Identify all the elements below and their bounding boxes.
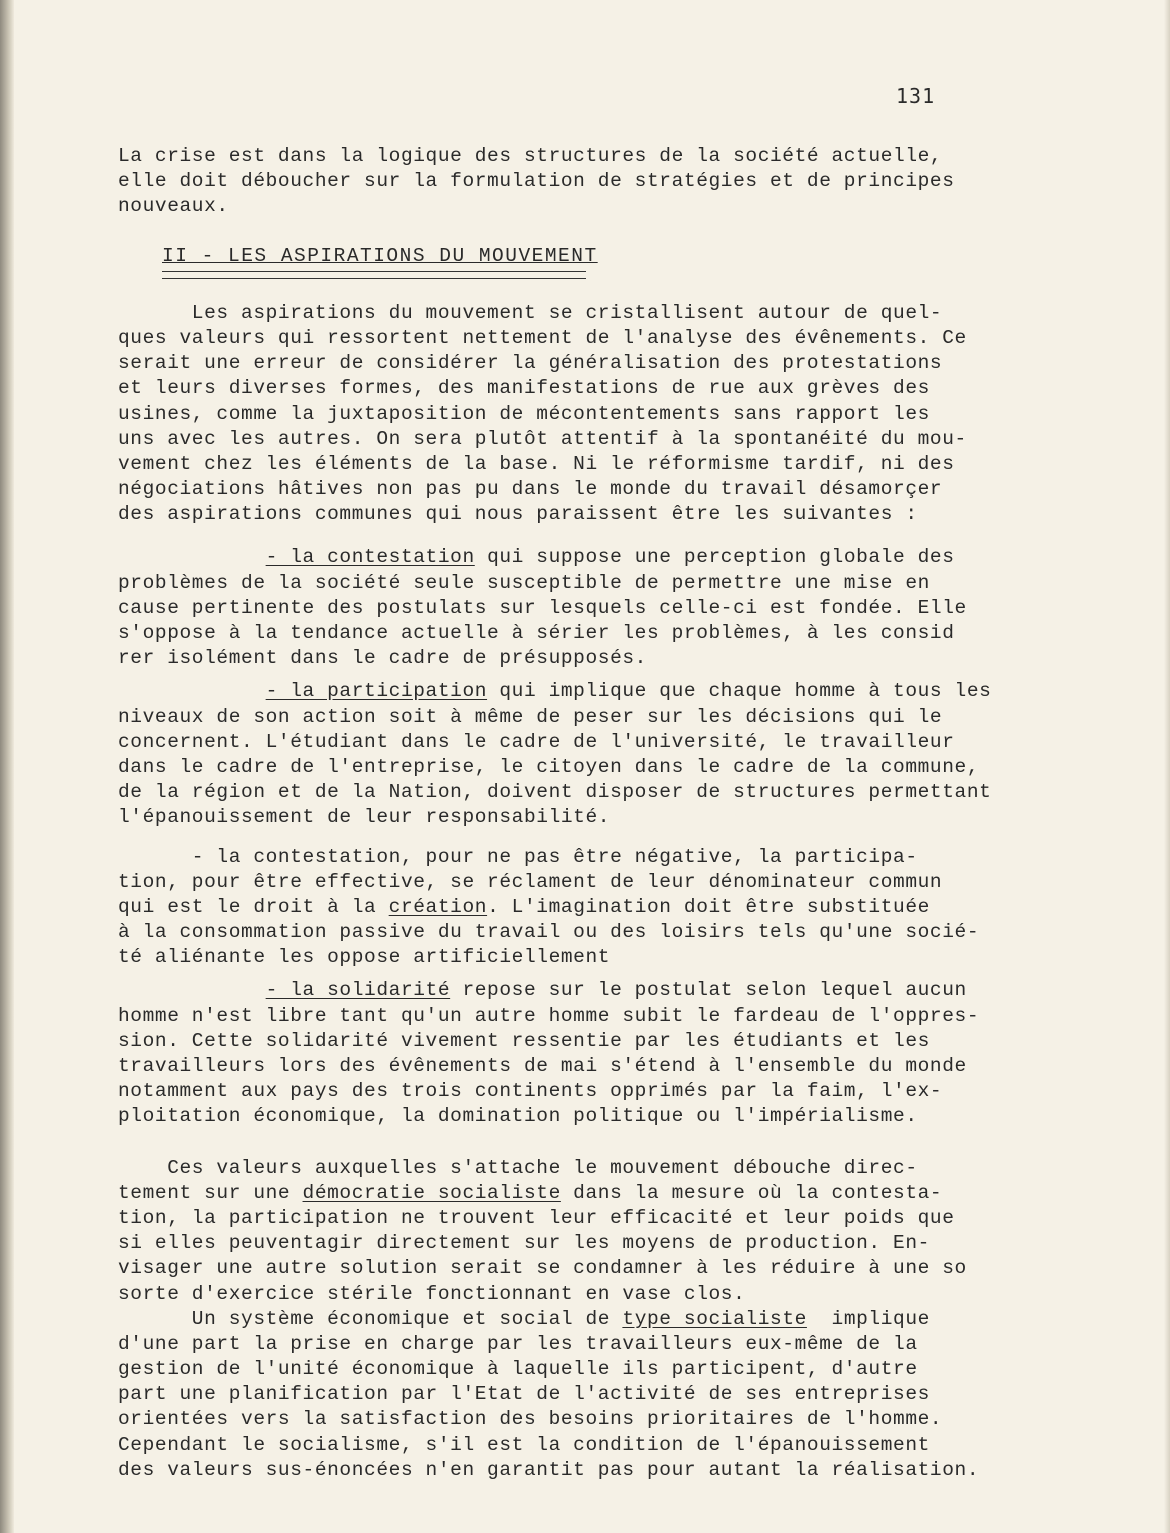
text-line: des valeurs sus-énoncées n'en garantit pas pour autant la réalisation. <box>118 1458 980 1481</box>
text-line: l'épanouissement de leur responsabilité. <box>118 806 611 829</box>
text-line: travailleurs lors des évênements de mai s'étend à l'ensemble du monde <box>118 1055 967 1077</box>
text-line: - la participation qui implique que chaque homme à tous les <box>265 680 992 703</box>
text-line: té aliénante les oppose artificiellement <box>118 946 611 969</box>
paragraph-systeme <box>118 1307 1038 1483</box>
text-line: négociations hâtives non pas pu dans le monde du travail désamorçer <box>118 478 943 501</box>
text-line: cause pertinente des postulats sur lesquels celle-ci est fondée. Elle <box>118 596 967 619</box>
text-line: de la région et de la Nation, doivent disposer de structures permettant <box>118 781 992 804</box>
page-spine-shadow <box>0 0 14 1533</box>
term-solidarite: - la solidarité <box>265 979 451 1002</box>
text-line: La crise est dans la logique des structures de la société actuelle, <box>118 145 943 167</box>
text-line: sion. Cette solidarité vivement ressentie par les étudiants et les <box>118 1029 930 1052</box>
text-line: et leurs diverses formes, des manifestations de rue aux grèves des <box>118 377 930 400</box>
text-line: Un système économique et social de type socialiste implique <box>118 1307 930 1330</box>
paragraph-valeurs <box>118 1156 1038 1307</box>
term-participation: - la participation <box>265 680 488 703</box>
text-line: concernent. L'étudiant dans le cadre de l'université, le travailleur <box>118 730 955 753</box>
term-democratie-socialiste: démocratie socialiste <box>302 1181 561 1204</box>
text-line: tion, pour être effective, se réclament de leur dénominateur commun <box>118 870 943 893</box>
text-line: des aspirations communes qui nous paraissent être les suivantes : <box>118 503 918 526</box>
text-line: niveaux de son action soit à même de peser sur les décisions qui le <box>118 705 943 728</box>
text-line: qui est le droit à la création. L'imagination doit être substituée <box>118 895 930 918</box>
text-line: notamment aux pays des trois continents opprimés par la faim, l'ex- <box>118 1080 943 1103</box>
text-line: tion, la participation ne trouvent leur efficacité et leur poids que <box>118 1206 955 1229</box>
text-line: s'oppose à la tendance actuelle à sérier les problèmes, à les consid <box>118 622 955 644</box>
text-line: homme n'est libre tant qu'un autre homme subit le fardeau de l'oppres- <box>118 1004 980 1027</box>
text-line: à la consommation passive du travail ou des loisirs tels qu'une socié- <box>118 921 980 944</box>
text-line: vement chez les éléments de la base. Ni le réformisme tardif, ni des <box>118 452 955 475</box>
text-line: visager une autre solution serait se condamner à les réduire à une so <box>118 1257 967 1280</box>
paragraph-aspirations <box>118 301 1038 528</box>
text-line: gestion de l'unité économique à laquelle ils participent, d'autre <box>118 1358 918 1381</box>
paragraph-solidarite <box>118 978 1038 1129</box>
text-line: sorte d'exercice stérile fonctionnant en vase clos. <box>118 1282 746 1305</box>
text-line: Cependant le socialisme, s'il est la condition de l'épanouissement <box>118 1433 930 1456</box>
text-line: ploitation économique, la domination politique ou l'impérialisme. <box>118 1105 918 1128</box>
text-line: si elles peuventagir directement sur les moyens de production. En- <box>118 1232 930 1255</box>
text-line: serait une erreur de considérer la généralisation des protestations <box>118 352 943 375</box>
heading-double-rule <box>162 271 586 279</box>
text-line: uns avec les autres. On sera plutôt attentif à la spontanéité du mou- <box>118 427 967 450</box>
paragraph-contestation <box>118 545 1038 671</box>
text-line: orientées vers la satisfaction des besoins prioritaires de l'homme. <box>118 1408 943 1431</box>
section-heading: II - LES ASPIRATIONS DU MOUVEMENT <box>162 244 598 267</box>
term-contestation: - la contestation <box>265 546 475 569</box>
text-line: tement sur une démocratie socialiste dans la mesure où la contesta- <box>118 1181 943 1204</box>
text-line: - la contestation, pour ne pas être négative, la participa- <box>118 845 918 868</box>
page-edge-shadow <box>1164 0 1170 1533</box>
text-line: - la solidarité repose sur le postulat selon lequel aucun <box>265 979 967 1002</box>
text-line: part une planification par l'Etat de l'activité de ses entreprises <box>118 1383 930 1406</box>
paragraph-creation <box>118 845 1038 971</box>
text-line: Ces valeurs auxquelles s'attache le mouvement débouche direc- <box>118 1156 918 1179</box>
text-line: nouveaux. <box>118 195 229 218</box>
body-text <box>118 144 1038 1483</box>
text-line: dans le cadre de l'entreprise, le citoyen dans le cadre de la commune, <box>118 755 980 778</box>
paragraph-participation <box>118 679 1038 830</box>
intro-paragraph <box>118 144 1038 220</box>
text-line: Les aspirations du mouvement se cristallisent autour de quel- <box>118 301 943 324</box>
term-type-socialiste: type socialiste <box>622 1307 807 1330</box>
term-creation: création <box>388 895 488 918</box>
text-line: rer isolément dans le cadre de présupposés. <box>118 647 647 670</box>
text-line: d'une part la prise en charge par les travailleurs eux-même de la <box>118 1332 918 1355</box>
text-line: problèmes de la société seule susceptible de permettre une mise en <box>118 571 930 594</box>
text-line: ques valeurs qui ressortent nettement de l'analyse des évênements. Ce <box>118 326 967 349</box>
text-line: elle doit déboucher sur la formulation de stratégies et de principes <box>118 170 955 193</box>
text-line: - la contestation qui suppose une perception globale des <box>265 546 955 569</box>
page-number: 131 <box>896 84 936 108</box>
text-line: usines, comme la juxtaposition de mécontentements sans rapport les <box>118 402 930 425</box>
